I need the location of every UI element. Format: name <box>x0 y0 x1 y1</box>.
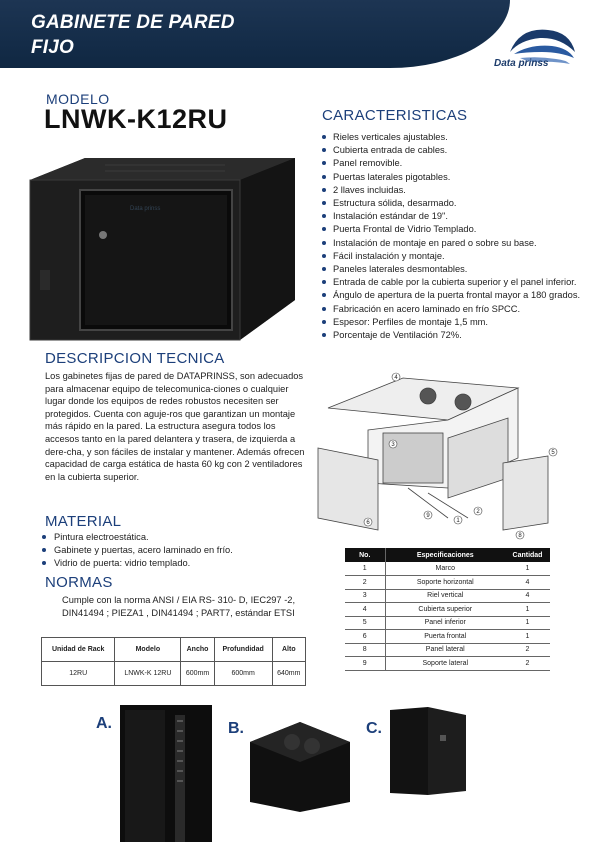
diagram-label: 1 <box>456 518 460 524</box>
table-cell: 2 <box>505 657 550 671</box>
table-cell: Cubierta superior <box>385 603 505 617</box>
photo-label-c: C. <box>366 720 382 737</box>
table-cell: 1 <box>505 630 550 644</box>
list-item: Ángulo de apertura de la puerta frontal mayor a 180 grados. <box>322 289 584 302</box>
table-cell: 4 <box>505 576 550 590</box>
table-cell: Puerta frontal <box>385 630 505 644</box>
diagram-label: 8 <box>518 533 522 539</box>
diagram-label: 5 <box>551 450 555 456</box>
list-item: Puerta Frontal de Vidrio Templado. <box>322 223 584 236</box>
list-item: 2 llaves incluidas. <box>322 184 584 197</box>
list-item: Estructura sólida, desarmado. <box>322 197 584 210</box>
table-row <box>345 630 550 644</box>
table-header-cell: No. <box>345 548 385 562</box>
table-row <box>345 589 550 603</box>
table-cell: 600mm <box>214 662 272 686</box>
table-cell: Panel lateral <box>385 643 505 657</box>
table-cell: 4 <box>505 589 550 603</box>
table-cell: 3 <box>345 589 385 603</box>
table-header-cell: Alto <box>272 638 305 662</box>
exploded-diagram <box>308 368 558 540</box>
caracteristicas-title: CARACTERISTICAS <box>322 107 468 124</box>
title-line-1: GABINETE DE PARED <box>31 12 235 33</box>
table-cell: Marco <box>385 562 505 576</box>
list-item: Vidrio de puerta: vidrio templado. <box>42 557 233 570</box>
caracteristicas-list <box>322 131 584 342</box>
photo-label-a: A. <box>96 715 112 732</box>
table-cell: Soporte lateral <box>385 657 505 671</box>
photo-b-rack-top <box>250 712 350 812</box>
list-item: Fabricación en acero laminado en frío SPCC. <box>322 303 584 316</box>
list-item: Fácil instalación y montaje. <box>322 250 584 263</box>
list-item: Cubierta entrada de cables. <box>322 144 584 157</box>
table-cell: LNWK-K 12RU <box>115 662 181 686</box>
modelo-label: MODELO <box>46 91 110 107</box>
list-item: Pintura electroestática. <box>42 531 233 544</box>
material-title: MATERIAL <box>45 513 122 530</box>
photo-a-rack-interior <box>120 705 212 842</box>
table-cell: 1 <box>505 562 550 576</box>
dimensions-table <box>41 637 306 686</box>
list-item: Instalación estándar de 19". <box>322 210 584 223</box>
diagram-label: 4 <box>394 375 398 381</box>
dataprinss-logo <box>490 22 590 82</box>
table-header-cell: Especificaciones <box>385 548 505 562</box>
normas-text: Cumple con la norma ANSI / EIA RS- 310- D, IEC297 -2, DIN41494 ; PIEZA1 , DIN41494 ; PART7, estándar ETSI <box>62 595 296 618</box>
list-item: Panel removible. <box>322 157 584 170</box>
table-row <box>42 662 306 686</box>
list-item: Entrada de cable por la cubierta superior y el panel inferior. <box>322 276 584 289</box>
table-header-cell: Ancho <box>181 638 214 662</box>
list-item: Rieles verticales ajustables. <box>322 131 584 144</box>
table-row <box>345 643 550 657</box>
table-cell: 1 <box>505 616 550 630</box>
diagram-label: 2 <box>476 509 480 515</box>
table-row <box>345 576 550 590</box>
parts-table <box>345 548 550 671</box>
list-item: Instalación de montaje en pared o sobre su base. <box>322 237 584 250</box>
table-header-cell: Cantidad <box>505 548 550 562</box>
modelo-name: LNWK-K12RU <box>44 104 228 134</box>
diagram-label: 9 <box>426 513 430 519</box>
table-row <box>345 657 550 671</box>
table-cell: Riel vertical <box>385 589 505 603</box>
title-line-2: FIJO <box>31 37 75 58</box>
list-item: Espesor: Perfiles de montaje 1,5 mm. <box>322 316 584 329</box>
page-title <box>31 10 235 60</box>
rack-cabinet-image <box>25 150 310 350</box>
table-header-cell: Modelo <box>115 638 181 662</box>
list-item: Gabinete y puertas, acero laminado en frío. <box>42 544 233 557</box>
descripcion-title: DESCRIPCION TECNICA <box>45 350 225 367</box>
table-cell: Panel inferior <box>385 616 505 630</box>
table-row <box>345 616 550 630</box>
table-cell: 2 <box>505 643 550 657</box>
photo-label-b: B. <box>228 720 244 737</box>
logo-text: Data prinss <box>494 58 549 69</box>
table-cell: 4 <box>345 603 385 617</box>
list-item: Porcentaje de Ventilación 72%. <box>322 329 584 342</box>
table-cell: 6 <box>345 630 385 644</box>
table-header-cell: Unidad de Rack <box>42 638 115 662</box>
normas-title: NORMAS <box>45 574 113 591</box>
table-cell: 12RU <box>42 662 115 686</box>
table-cell: 8 <box>345 643 385 657</box>
material-list <box>42 531 233 570</box>
table-cell: 640mm <box>272 662 305 686</box>
table-cell: 5 <box>345 616 385 630</box>
table-cell: 1 <box>505 603 550 617</box>
diagram-label: 6 <box>366 520 370 526</box>
list-item: Paneles laterales desmontables. <box>322 263 584 276</box>
table-header-row <box>345 548 550 562</box>
table-cell: 2 <box>345 576 385 590</box>
list-item: Puertas laterales pigotables. <box>322 171 584 184</box>
diagram-label: 3 <box>391 442 395 448</box>
table-cell: 1 <box>345 562 385 576</box>
table-cell: 9 <box>345 657 385 671</box>
descripcion-text: Los gabinetes fijas de pared de DATAPRINSS, son adecuados para almacenar equipo de telecomunica-ciones o cualquier lugar donde los equipos de redes robustos necesiten ser protegidos. Cuenta con aguje-ros que garantizan un montaje más rápido en la pared. La estructura asegura todos los accesos tanto en la pared delantera y trasera, de izquierda a dere-cha, y son fáciles de instalar y mantener. Además ofrecen capacidad de carga estática de hasta 60 kg con 2 ventiladores en la cubierta superior. <box>45 371 305 482</box>
svg-text:Data prinss: Data prinss <box>130 206 161 212</box>
table-row <box>345 562 550 576</box>
photo-c-rack-side-door <box>388 705 468 797</box>
table-header-cell: Profundidad <box>214 638 272 662</box>
table-header-row <box>42 638 306 662</box>
table-cell: 600mm <box>181 662 214 686</box>
table-row <box>345 603 550 617</box>
table-cell: Soporte horizontal <box>385 576 505 590</box>
